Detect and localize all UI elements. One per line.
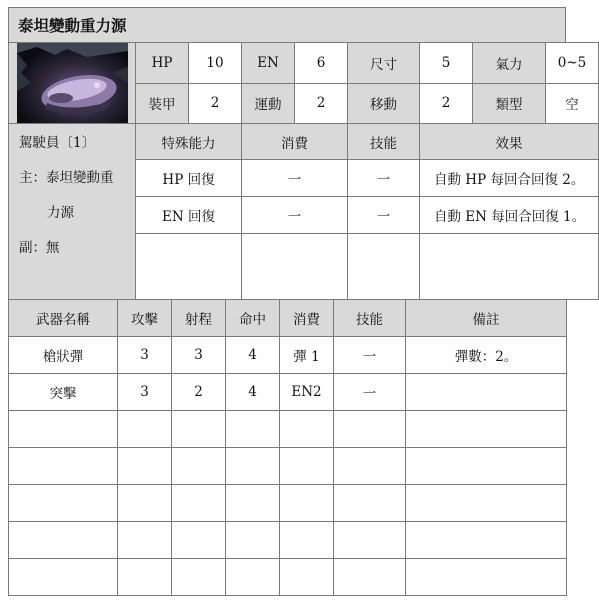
weapon-notes: 彈數：2。	[406, 337, 567, 374]
weapon-empty-cell	[280, 411, 334, 448]
stat-value-type: 空	[546, 83, 599, 124]
stat-value-en: 6	[295, 43, 348, 84]
stat-value-armor: 2	[189, 83, 242, 124]
weapon-range: 3	[172, 337, 226, 374]
weapon-skill: 一	[334, 337, 406, 374]
weapon-empty-cell	[406, 559, 567, 596]
ability-header-name: 特殊能力	[136, 124, 242, 160]
weapon-attack: 3	[118, 337, 172, 374]
weapon-empty-cell	[280, 485, 334, 522]
weapon-empty-cell	[9, 448, 118, 485]
stat-label-mobility: 運動	[242, 83, 295, 124]
weapon-empty-row	[9, 485, 567, 522]
weapon-empty-cell	[226, 522, 280, 559]
stat-value-hp: 10	[189, 43, 242, 84]
weapon-skill: 一	[334, 374, 406, 411]
stat-label-move: 移動	[348, 83, 420, 124]
pilot-sub: 副：無	[19, 240, 60, 256]
weapon-empty-cell	[226, 559, 280, 596]
ability-cost: 一	[242, 160, 348, 197]
weapon-notes	[406, 374, 567, 411]
stat-label-size: 尺寸	[348, 43, 420, 84]
weapon-name: 槍狀彈	[9, 337, 118, 374]
weapon-header-cost: 消費	[280, 300, 334, 337]
weapon-row	[9, 337, 567, 374]
unit-portrait-image	[17, 43, 128, 123]
stat-label-armor: 裝甲	[136, 83, 189, 124]
weapon-empty-cell	[118, 448, 172, 485]
weapon-empty-cell	[9, 485, 118, 522]
weapon-empty-cell	[172, 485, 226, 522]
ability-empty-cell	[242, 234, 348, 300]
weapon-empty-row	[9, 559, 567, 596]
weapon-empty-cell	[334, 522, 406, 559]
weapon-empty-cell	[118, 559, 172, 596]
weapon-empty-cell	[334, 448, 406, 485]
weapon-empty-cell	[172, 559, 226, 596]
weapon-empty-cell	[406, 522, 567, 559]
weapon-empty-cell	[406, 448, 567, 485]
ability-effect: 自動 HP 每回合回復 2。	[420, 160, 599, 197]
ability-header-effect: 效果	[420, 124, 599, 160]
stat-value-move: 2	[420, 83, 473, 124]
stat-label-type: 類型	[473, 83, 546, 124]
ability-effect: 自動 EN 每回合回復 1。	[420, 197, 599, 234]
pilot-main-cont: 力源	[47, 205, 74, 221]
unit-sheet	[8, 7, 587, 596]
ability-cost: 一	[242, 197, 348, 234]
stat-label-will: 氣力	[473, 43, 546, 84]
weapon-header-range: 射程	[172, 300, 226, 337]
weapon-empty-cell	[172, 522, 226, 559]
stat-value-mobility: 2	[295, 83, 348, 124]
weapon-empty-cell	[334, 559, 406, 596]
weapon-empty-cell	[406, 485, 567, 522]
pilot-cell	[9, 124, 136, 300]
weapon-empty-cell	[334, 411, 406, 448]
weapon-empty-cell	[334, 485, 406, 522]
weapon-header-attack: 攻擊	[118, 300, 172, 337]
ability-empty-cell	[420, 234, 599, 300]
weapon-empty-cell	[9, 559, 118, 596]
pilot-label: 駕駛員〔1〕	[19, 135, 96, 151]
weapon-header-name: 武器名稱	[9, 300, 118, 337]
stat-label-en: EN	[242, 43, 295, 84]
weapon-empty-cell	[406, 411, 567, 448]
unit-name: 泰坦變動重力源	[8, 7, 566, 43]
weapon-attack: 3	[118, 374, 172, 411]
weapon-empty-cell	[118, 522, 172, 559]
ability-name: HP 回復	[136, 160, 242, 197]
weapon-empty-row	[9, 448, 567, 485]
weapon-empty-cell	[280, 522, 334, 559]
ability-empty-cell	[348, 234, 420, 300]
weapon-header-skill: 技能	[334, 300, 406, 337]
ability-header-skill: 技能	[348, 124, 420, 160]
weapon-empty-cell	[226, 485, 280, 522]
weapon-accuracy: 4	[226, 374, 280, 411]
unit-info-table	[8, 42, 599, 300]
weapon-empty-cell	[280, 559, 334, 596]
weapon-header-accuracy: 命中	[226, 300, 280, 337]
stat-label-hp: HP	[136, 43, 189, 84]
unit-portrait-cell	[9, 43, 136, 124]
stat-value-size: 5	[420, 43, 473, 84]
weapon-empty-row	[9, 411, 567, 448]
ability-skill: 一	[348, 197, 420, 234]
weapon-empty-cell	[280, 448, 334, 485]
weapon-empty-cell	[9, 522, 118, 559]
weapon-empty-cell	[226, 448, 280, 485]
ability-name: EN 回復	[136, 197, 242, 234]
weapon-empty-cell	[118, 411, 172, 448]
stat-value-will: 0~5	[546, 43, 599, 84]
weapon-range: 2	[172, 374, 226, 411]
pilot-main: 主：泰坦變動重	[19, 170, 114, 186]
weapon-name: 突擊	[9, 374, 118, 411]
ability-skill: 一	[348, 160, 420, 197]
ability-header-cost: 消費	[242, 124, 348, 160]
weapon-cost: EN2	[280, 374, 334, 411]
weapon-empty-cell	[172, 411, 226, 448]
weapon-cost: 彈 1	[280, 337, 334, 374]
weapon-header-notes: 備註	[406, 300, 567, 337]
weapon-empty-cell	[9, 411, 118, 448]
empty-weapon-rows	[9, 411, 567, 596]
weapons-table	[8, 299, 567, 596]
weapon-empty-row	[9, 522, 567, 559]
weapon-row	[9, 374, 567, 411]
weapon-empty-cell	[118, 485, 172, 522]
weapon-empty-cell	[226, 411, 280, 448]
weapon-accuracy: 4	[226, 337, 280, 374]
ability-empty-cell	[136, 234, 242, 300]
weapon-empty-cell	[172, 448, 226, 485]
